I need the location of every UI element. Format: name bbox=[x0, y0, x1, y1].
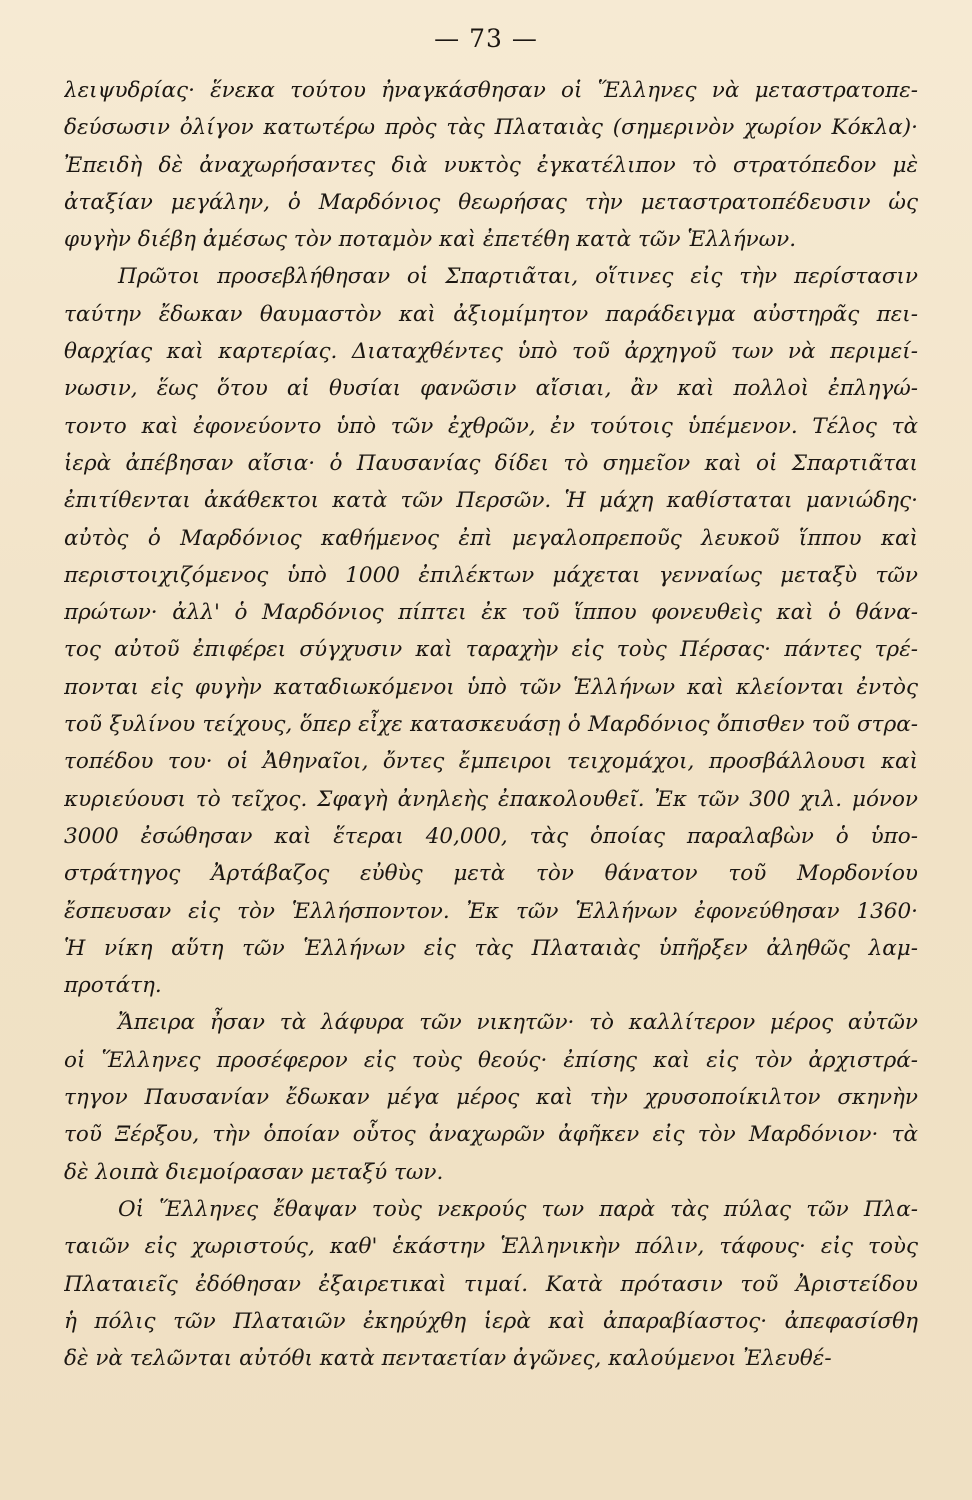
text-line: Ἡ νίκη αὕτη τῶν Ἑλλήνων εἰς τὰς Πλαταιὰς ὑπῆρξεν ἀληθῶς λαμ- bbox=[64, 935, 918, 961]
text-line: περιστοιχιζόμενος ὑπὸ 1000 ἐπιλέκτων μάχεται γενναίως μεταξὺ τῶν bbox=[64, 562, 918, 588]
text-line: ἀταξίαν μεγάλην, ὁ Μαρδόνιος θεωρήσας τὴν μεταστρατοπέδευσιν ὡς bbox=[64, 189, 918, 215]
text-line: τηγον Παυσανίαν ἔδωκαν μέγα μέρος καὶ τὴν χρυσοποίκιλτον σκηνὴν bbox=[64, 1085, 918, 1111]
text-line: ἔσπευσαν εἰς τὸν Ἑλλήσποντον. Ἐκ τῶν Ἑλλήνων ἐφονεύθησαν 1360· bbox=[64, 898, 918, 924]
text-line: Πρῶτοι προσεβλήθησαν οἱ Σπαρτιᾶται, οἵτινες εἰς τὴν περίστασιν bbox=[118, 264, 918, 290]
paragraph bbox=[64, 1004, 918, 1190]
text-line: δεύσωσιν ὀλίγον κατωτέρω πρὸς τὰς Πλαταιὰς (σημερινὸν χωρίον Κόκλα)· bbox=[64, 115, 918, 141]
text-line: τος αὐτοῦ ἐπιφέρει σύγχυσιν καὶ ταραχὴν εἰς τοὺς Πέρσας· πάντες τρέ- bbox=[64, 637, 918, 663]
text-line: ταιῶν εἰς χωριστούς, καθ' ἑκάστην Ἑλληνικὴν πόλιν, τάφους· εἰς τοὺς bbox=[64, 1234, 918, 1260]
text-line: θαρχίας καὶ καρτερίας. Διαταχθέντες ὑπὸ τοῦ ἀρχηγοῦ των νὰ περιμεί- bbox=[64, 339, 918, 365]
text-line: αὐτὸς ὁ Μαρδόνιος καθήμενος ἐπὶ μεγαλοπρεποῦς λευκοῦ ἵππου καὶ bbox=[64, 525, 918, 551]
text-line: ἡ πόλις τῶν Πλαταιῶν ἐκηρύχθη ἱερὰ καὶ ἀπαραβίαστος· ἀπεφασίσθη bbox=[64, 1308, 918, 1334]
body-text bbox=[64, 72, 918, 1377]
text-line: προτάτη. bbox=[64, 973, 162, 999]
text-line: ταύτην ἔδωκαν θαυμαστὸν καὶ ἀξιομίμητον παράδειγμα αὐστηρᾶς πει- bbox=[64, 301, 918, 327]
text-line: νωσιν, ἕως ὅτου αἱ θυσίαι φανῶσιν αἴσιαι, ἂν καὶ πολλοὶ ἐπληγώ- bbox=[64, 376, 918, 402]
page-number: — 73 — bbox=[434, 24, 538, 53]
text-line: φυγὴν διέβη ἀμέσως τὸν ποταμὸν καὶ ἐπετέθη κατὰ τῶν Ἑλλήνων. bbox=[64, 227, 797, 253]
text-line: Πλαταιεῖς ἐδόθησαν ἐξαιρετικαὶ τιμαί. Κατὰ πρότασιν τοῦ Ἀριστείδου bbox=[64, 1271, 918, 1297]
paragraph bbox=[64, 258, 918, 1004]
text-line: τοῦ ξυλίνου τείχους, ὅπερ εἶχε κατασκευάσῃ ὁ Μαρδόνιος ὄπισθεν τοῦ στρα- bbox=[64, 712, 918, 738]
text-line: οἱ Ἕλληνες προσέφερον εἰς τοὺς θεούς· ἐπίσης καὶ εἰς τὸν ἀρχιστρά- bbox=[64, 1047, 918, 1073]
text-line: πρώτων· ἀλλ' ὁ Μαρδόνιος πίπτει ἐκ τοῦ ἵππου φονευθεὶς καὶ ὁ θάνα- bbox=[64, 600, 918, 626]
text-line: ἐπιτίθενται ἀκάθεκτοι κατὰ τῶν Περσῶν. Ἡ μάχη καθίσταται μανιώδης· bbox=[64, 488, 918, 514]
text-line: Οἱ Ἕλληνες ἔθαψαν τοὺς νεκρούς των παρὰ τὰς πύλας τῶν Πλα- bbox=[118, 1196, 918, 1222]
text-line: κυριεύουσι τὸ τεῖχος. Σφαγὴ ἀνηλεὴς ἐπακολουθεῖ. Ἐκ τῶν 300 χιλ. μόνον bbox=[64, 786, 918, 812]
text-line: τοντο καὶ ἐφονεύοντο ὑπὸ τῶν ἐχθρῶν, ἐν τούτοις ὑπέμενον. Τέλος τὰ bbox=[64, 413, 918, 439]
text-line: Ἐπειδὴ δὲ ἀναχωρήσαντες διὰ νυκτὸς ἐγκατέλιπον τὸ στρατόπεδον μὲ bbox=[64, 152, 918, 178]
text-line: ἱερὰ ἀπέβησαν αἴσια· ὁ Παυσανίας δίδει τὸ σημεῖον καὶ οἱ Σπαρτιᾶται bbox=[64, 450, 918, 476]
text-line: δὲ νὰ τελῶνται αὐτόθι κατὰ πενταετίαν ἀγῶνες, καλούμενοι Ἐλευθέ- bbox=[64, 1346, 832, 1372]
text-line: λειψυδρίας· ἕνεκα τούτου ἠναγκάσθησαν οἱ Ἕλληνες νὰ μεταστρατοπε- bbox=[64, 78, 918, 103]
text-line: πονται εἰς φυγὴν καταδιωκόμενοι ὑπὸ τῶν Ἑλλήνων καὶ κλείονται ἐντὸς bbox=[64, 674, 918, 700]
text-line: Ἄπειρα ἦσαν τὰ λάφυρα τῶν νικητῶν· τὸ καλλίτερον μέρος αὐτῶν bbox=[118, 1010, 918, 1036]
text-line: δὲ λοιπὰ διεμοίρασαν μεταξύ των. bbox=[64, 1159, 444, 1185]
text-line: τοῦ Ξέρξου, τὴν ὁποίαν οὗτος ἀναχωρῶν ἀφῆκεν εἰς τὸν Μαρδόνιον· τὰ bbox=[64, 1122, 918, 1148]
text-line: 3000 ἐσώθησαν καὶ ἕτεραι 40,000, τὰς ὁποίας παραλαβὼν ὁ ὑπο- bbox=[64, 823, 918, 849]
paragraph bbox=[64, 72, 918, 258]
text-line: τοπέδου του· οἱ Ἀθηναῖοι, ὄντες ἔμπειροι τειχομάχοι, προσβάλλουσι καὶ bbox=[64, 749, 918, 775]
text-line: στράτηγος Ἀρτάβαζος εὐθὺς μετὰ τὸν θάνατον τοῦ Μορδονίου bbox=[64, 861, 918, 887]
paragraph bbox=[64, 1191, 918, 1377]
